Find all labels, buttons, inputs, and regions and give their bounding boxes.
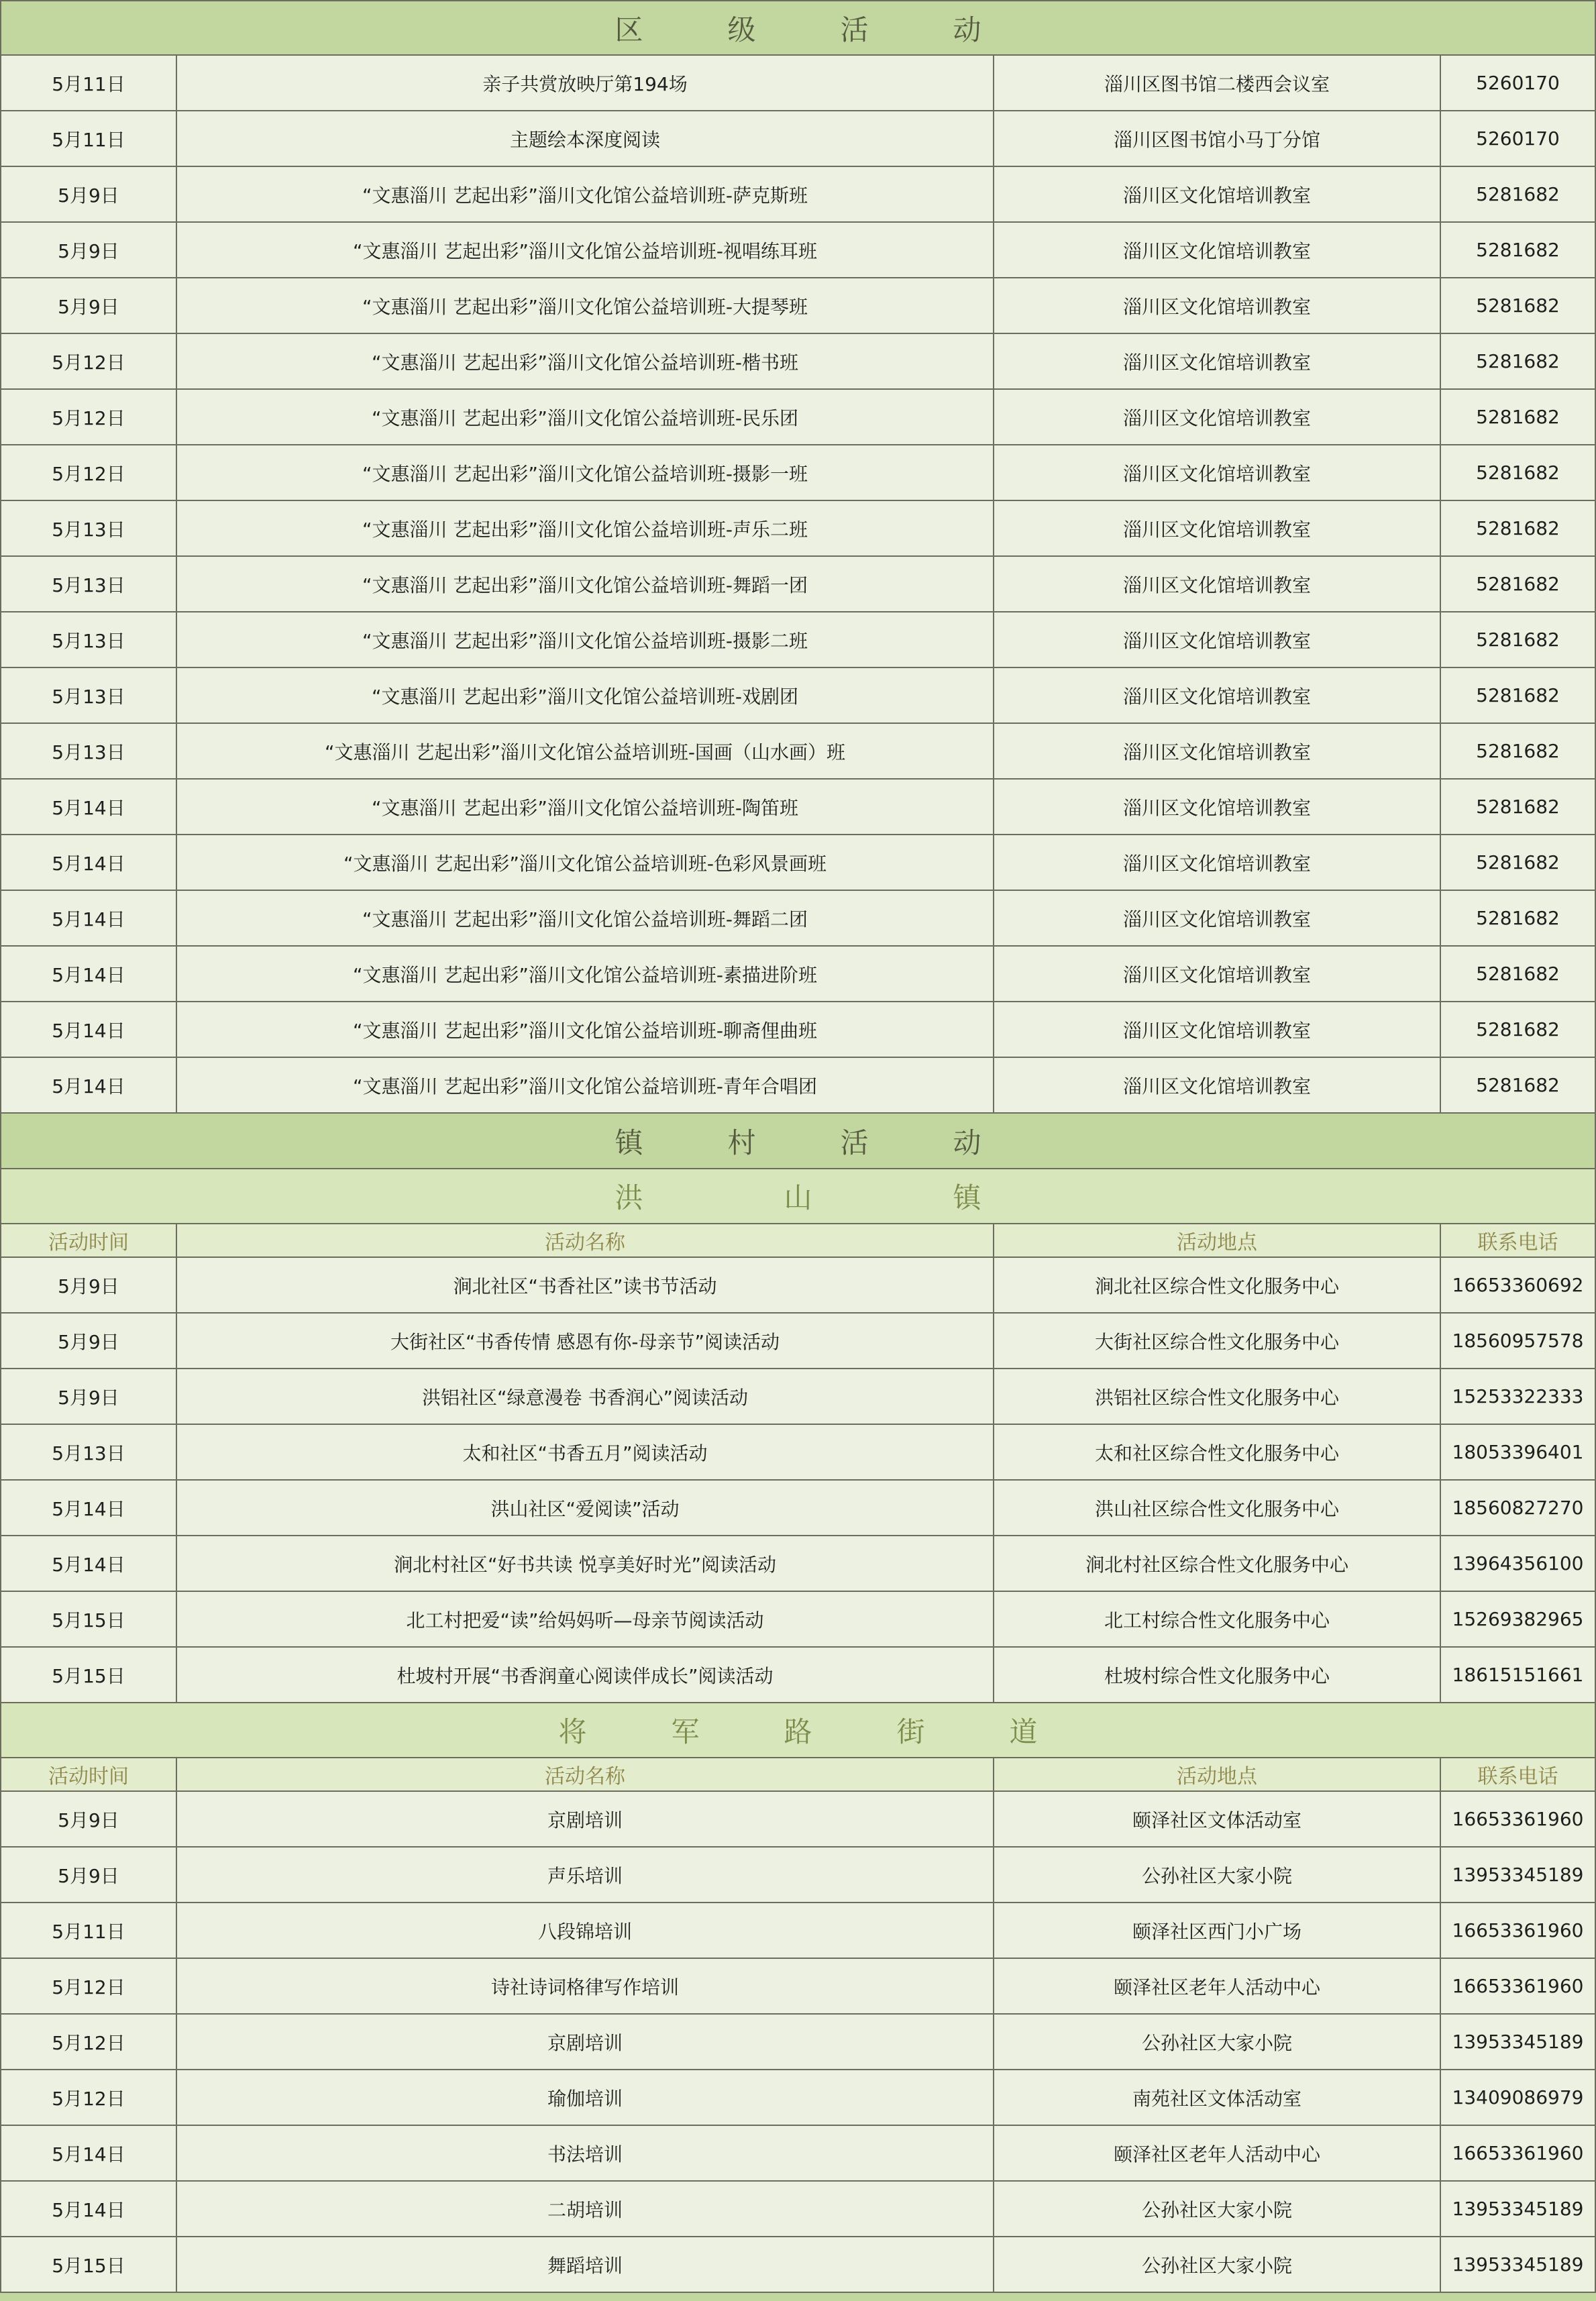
phone-cell: 5281682 <box>1441 724 1596 778</box>
location-cell: 公孙社区大家小院 <box>994 2237 1441 2292</box>
table-row <box>0 2237 1596 2293</box>
table-row <box>0 557 1596 612</box>
location-cell: 淄川区文化馆培训教室 <box>994 1002 1441 1057</box>
activity-name-cell: “文惠淄川 艺起出彩”淄川文化馆公益培训班-大提琴班 <box>177 278 994 333</box>
date-cell: 5月12日 <box>0 334 177 388</box>
date-cell: 5月9日 <box>0 223 177 277</box>
table-row <box>0 1536 1596 1592</box>
location-cell: 公孙社区大家小院 <box>994 2015 1441 2069</box>
location-cell: 淄川区文化馆培训教室 <box>994 724 1441 778</box>
location-cell: 公孙社区大家小院 <box>994 2182 1441 2236</box>
phone-cell: 18053396401 <box>1441 1425 1596 1479</box>
date-cell: 5月15日 <box>0 1592 177 1646</box>
phone-cell: 5281682 <box>1441 557 1596 611</box>
phone-cell: 5281682 <box>1441 668 1596 723</box>
phone-cell: 5281682 <box>1441 445 1596 500</box>
date-cell: 5月14日 <box>0 1002 177 1057</box>
table-row <box>0 1369 1596 1425</box>
activity-name-cell: “文惠淄川 艺起出彩”淄川文化馆公益培训班-素描进阶班 <box>177 947 994 1001</box>
header-phone: 联系电话 <box>1441 1224 1596 1256</box>
location-cell: 颐泽社区老年人活动中心 <box>994 2126 1441 2180</box>
header-time: 活动时间 <box>0 1224 177 1256</box>
location-cell: 杜坡村综合性文化服务中心 <box>994 1648 1441 1702</box>
activity-name-cell: 涧北社区“书香社区”读书节活动 <box>177 1258 994 1312</box>
table-row <box>0 2126 1596 2182</box>
table-row <box>0 780 1596 835</box>
phone-cell: 18560957578 <box>1441 1314 1596 1368</box>
table-row <box>0 2015 1596 2070</box>
location-cell: 北工村综合性文化服务中心 <box>994 1592 1441 1646</box>
location-cell: 淄川区文化馆培训教室 <box>994 612 1441 667</box>
district-activities-table <box>0 56 1596 1114</box>
location-cell: 淄川区图书馆小马丁分馆 <box>994 111 1441 166</box>
phone-cell: 13953345189 <box>1441 2015 1596 2069</box>
table-row <box>0 724 1596 780</box>
activity-name-cell: “文惠淄川 艺起出彩”淄川文化馆公益培训班-陶笛班 <box>177 780 994 834</box>
table-row <box>0 612 1596 668</box>
activity-name-cell: 声乐培训 <box>177 1848 994 1902</box>
table-row <box>0 1314 1596 1369</box>
table-row <box>0 1258 1596 1314</box>
date-cell: 5月13日 <box>0 668 177 723</box>
table-row <box>0 835 1596 891</box>
activity-name-cell: “文惠淄川 艺起出彩”淄川文化馆公益培训班-色彩风景画班 <box>177 835 994 890</box>
location-cell: 淄川区文化馆培训教室 <box>994 780 1441 834</box>
location-cell: 淄川区文化馆培训教室 <box>994 390 1441 444</box>
location-cell: 淄川区文化馆培训教室 <box>994 835 1441 890</box>
location-cell: 洪山社区综合性文化服务中心 <box>994 1481 1441 1535</box>
table-row <box>0 1792 1596 1848</box>
header-time: 活动时间 <box>0 1758 177 1790</box>
table-row <box>0 223 1596 278</box>
date-cell: 5月13日 <box>0 724 177 778</box>
location-cell: 颐泽社区西门小广场 <box>994 1903 1441 1958</box>
date-cell: 5月15日 <box>0 2237 177 2292</box>
date-cell: 5月9日 <box>0 278 177 333</box>
phone-cell: 5281682 <box>1441 612 1596 667</box>
date-cell: 5月14日 <box>0 835 177 890</box>
table-row <box>0 2070 1596 2126</box>
jiangjunlu-activities-table <box>0 1792 1596 2293</box>
location-cell: 淄川区文化馆培训教室 <box>994 223 1441 277</box>
activity-name-cell: “文惠淄川 艺起出彩”淄川文化馆公益培训班-戏剧团 <box>177 668 994 723</box>
date-cell: 5月14日 <box>0 2126 177 2180</box>
location-cell: 公孙社区大家小院 <box>994 1848 1441 1902</box>
location-cell: 淄川区文化馆培训教室 <box>994 557 1441 611</box>
activity-name-cell: 主题绘本深度阅读 <box>177 111 994 166</box>
date-cell: 5月14日 <box>0 891 177 945</box>
activity-name-cell: 亲子共赏放映厅第194场 <box>177 56 994 110</box>
header-phone: 联系电话 <box>1441 1758 1596 1790</box>
date-cell: 5月9日 <box>0 1792 177 1846</box>
phone-cell: 18560827270 <box>1441 1481 1596 1535</box>
table-row <box>0 1425 1596 1481</box>
table-row <box>0 1848 1596 1903</box>
location-cell: 颐泽社区文体活动室 <box>994 1792 1441 1846</box>
phone-cell: 5281682 <box>1441 278 1596 333</box>
phone-cell: 13409086979 <box>1441 2070 1596 2125</box>
hongshan-activities-table <box>0 1258 1596 1703</box>
date-cell: 5月13日 <box>0 1425 177 1479</box>
table-row <box>0 445 1596 501</box>
activity-name-cell: 二胡培训 <box>177 2182 994 2236</box>
phone-cell: 5281682 <box>1441 891 1596 945</box>
activity-name-cell: 涧北村社区“好书共读 悦享美好时光”阅读活动 <box>177 1536 994 1591</box>
table-row <box>0 891 1596 947</box>
phone-cell: 5281682 <box>1441 390 1596 444</box>
activity-name-cell: 洪铝社区“绿意漫卷 书香润心”阅读活动 <box>177 1369 994 1424</box>
activity-name-cell: “文惠淄川 艺起出彩”淄川文化馆公益培训班-楷书班 <box>177 334 994 388</box>
jiangjunlu-street-banner: 将 军 路 街 道 <box>0 1703 1596 1758</box>
location-cell: 颐泽社区老年人活动中心 <box>994 1959 1441 2013</box>
location-cell: 南苑社区文体活动室 <box>994 2070 1441 2125</box>
phone-cell: 5281682 <box>1441 223 1596 277</box>
activity-name-cell: 舞蹈培训 <box>177 2237 994 2292</box>
table-row <box>0 1959 1596 2015</box>
date-cell: 5月13日 <box>0 612 177 667</box>
table-row <box>0 1481 1596 1536</box>
activity-name-cell: “文惠淄川 艺起出彩”淄川文化馆公益培训班-聊斋俚曲班 <box>177 1002 994 1057</box>
phone-cell: 5260170 <box>1441 56 1596 110</box>
location-cell: 涧北村社区综合性文化服务中心 <box>994 1536 1441 1591</box>
activity-name-cell: “文惠淄川 艺起出彩”淄川文化馆公益培训班-摄影二班 <box>177 612 994 667</box>
activity-name-cell: “文惠淄川 艺起出彩”淄川文化馆公益培训班-摄影一班 <box>177 445 994 500</box>
activity-name-cell: “文惠淄川 艺起出彩”淄川文化馆公益培训班-舞蹈一团 <box>177 557 994 611</box>
table-row <box>0 947 1596 1002</box>
location-cell: 淄川区文化馆培训教室 <box>994 891 1441 945</box>
phone-cell: 13964356100 <box>1441 1536 1596 1591</box>
table-row <box>0 1592 1596 1648</box>
phone-cell: 5281682 <box>1441 835 1596 890</box>
table-row <box>0 1002 1596 1058</box>
table-row <box>0 501 1596 557</box>
activity-name-cell: 瑜伽培训 <box>177 2070 994 2125</box>
table-row <box>0 390 1596 445</box>
header-name: 活动名称 <box>177 1224 994 1256</box>
location-cell: 太和社区综合性文化服务中心 <box>994 1425 1441 1479</box>
phone-cell: 16653361960 <box>1441 1959 1596 2013</box>
date-cell: 5月15日 <box>0 1648 177 1702</box>
phone-cell: 18615151661 <box>1441 1648 1596 1702</box>
phone-cell: 16653361960 <box>1441 1903 1596 1958</box>
activity-name-cell: “文惠淄川 艺起出彩”淄川文化馆公益培训班-国画（山水画）班 <box>177 724 994 778</box>
activity-name-cell: “文惠淄川 艺起出彩”淄川文化馆公益培训班-声乐二班 <box>177 501 994 555</box>
location-cell: 淄川区文化馆培训教室 <box>994 668 1441 723</box>
date-cell: 5月13日 <box>0 501 177 555</box>
table-row <box>0 56 1596 111</box>
date-cell: 5月11日 <box>0 56 177 110</box>
phone-cell: 5281682 <box>1441 947 1596 1001</box>
activity-name-cell: “文惠淄川 艺起出彩”淄川文化馆公益培训班-民乐团 <box>177 390 994 444</box>
activity-name-cell: 杜坡村开展“书香润童心阅读伴成长”阅读活动 <box>177 1648 994 1702</box>
date-cell: 5月14日 <box>0 1481 177 1535</box>
date-cell: 5月12日 <box>0 2070 177 2125</box>
location-cell: 淄川区图书馆二楼西会议室 <box>994 56 1441 110</box>
activity-name-cell: 京剧培训 <box>177 1792 994 1846</box>
date-cell: 5月12日 <box>0 1959 177 2013</box>
activity-name-cell: 太和社区“书香五月”阅读活动 <box>177 1425 994 1479</box>
location-cell: 淄川区文化馆培训教室 <box>994 278 1441 333</box>
phone-cell: 15253322333 <box>1441 1369 1596 1424</box>
activity-name-cell: 洪山社区“爱阅读”活动 <box>177 1481 994 1535</box>
location-cell: 淄川区文化馆培训教室 <box>994 1058 1441 1112</box>
location-cell: 淄川区文化馆培训教室 <box>994 334 1441 388</box>
phone-cell: 16653361960 <box>1441 2126 1596 2180</box>
date-cell: 5月11日 <box>0 111 177 166</box>
phone-cell: 5281682 <box>1441 780 1596 834</box>
hongshan-town-banner: 洪 山 镇 <box>0 1169 1596 1224</box>
location-cell: 洪铝社区综合性文化服务中心 <box>994 1369 1441 1424</box>
table-row <box>0 1648 1596 1703</box>
date-cell: 5月12日 <box>0 2015 177 2069</box>
date-cell: 5月9日 <box>0 1314 177 1368</box>
date-cell: 5月14日 <box>0 780 177 834</box>
phone-cell: 16653360692 <box>1441 1258 1596 1312</box>
header-name: 活动名称 <box>177 1758 994 1790</box>
table-row <box>0 111 1596 167</box>
activity-name-cell: 北工村把爱“读”给妈妈听—母亲节阅读活动 <box>177 1592 994 1646</box>
location-cell: 淄川区文化馆培训教室 <box>994 167 1441 221</box>
phone-cell: 5281682 <box>1441 1002 1596 1057</box>
date-cell: 5月9日 <box>0 1258 177 1312</box>
activity-name-cell: “文惠淄川 艺起出彩”淄川文化馆公益培训班-青年合唱团 <box>177 1058 994 1112</box>
hongshan-column-header <box>0 1224 1596 1258</box>
phone-cell: 5281682 <box>1441 501 1596 555</box>
phone-cell: 13953345189 <box>1441 2182 1596 2236</box>
phone-cell: 15269382965 <box>1441 1592 1596 1646</box>
phone-cell: 5281682 <box>1441 167 1596 221</box>
location-cell: 涧北社区综合性文化服务中心 <box>994 1258 1441 1312</box>
table-row <box>0 167 1596 223</box>
table-row <box>0 1058 1596 1114</box>
header-location: 活动地点 <box>994 1224 1441 1256</box>
location-cell: 大街社区综合性文化服务中心 <box>994 1314 1441 1368</box>
phone-cell: 5281682 <box>1441 1058 1596 1112</box>
date-cell: 5月14日 <box>0 2182 177 2236</box>
phone-cell: 16653361960 <box>1441 1792 1596 1846</box>
phone-cell: 13953345189 <box>1441 2237 1596 2292</box>
table-row <box>0 278 1596 334</box>
date-cell: 5月12日 <box>0 445 177 500</box>
activity-name-cell: 诗社诗词格律写作培训 <box>177 1959 994 2013</box>
activity-name-cell: “文惠淄川 艺起出彩”淄川文化馆公益培训班-舞蹈二团 <box>177 891 994 945</box>
date-cell: 5月11日 <box>0 1903 177 1958</box>
phone-cell: 5260170 <box>1441 111 1596 166</box>
district-activities-banner: 区 级 活 动 <box>0 0 1596 56</box>
date-cell: 5月9日 <box>0 1848 177 1902</box>
table-row <box>0 334 1596 390</box>
activity-name-cell: 京剧培训 <box>177 2015 994 2069</box>
activity-name-cell: 大街社区“书香传情 感恩有你-母亲节”阅读活动 <box>177 1314 994 1368</box>
jiangjunlu-column-header <box>0 1758 1596 1792</box>
table-row <box>0 2182 1596 2237</box>
date-cell: 5月14日 <box>0 1536 177 1591</box>
date-cell: 5月13日 <box>0 557 177 611</box>
phone-cell: 5281682 <box>1441 334 1596 388</box>
table-row <box>0 668 1596 724</box>
date-cell: 5月9日 <box>0 167 177 221</box>
activity-name-cell: 八段锦培训 <box>177 1903 994 1958</box>
date-cell: 5月9日 <box>0 1369 177 1424</box>
activity-name-cell: “文惠淄川 艺起出彩”淄川文化馆公益培训班-萨克斯班 <box>177 167 994 221</box>
date-cell: 5月14日 <box>0 947 177 1001</box>
activity-name-cell: “文惠淄川 艺起出彩”淄川文化馆公益培训班-视唱练耳班 <box>177 223 994 277</box>
header-location: 活动地点 <box>994 1758 1441 1790</box>
town-village-activities-banner: 镇 村 活 动 <box>0 1114 1596 1169</box>
phone-cell: 13953345189 <box>1441 1848 1596 1902</box>
location-cell: 淄川区文化馆培训教室 <box>994 947 1441 1001</box>
location-cell: 淄川区文化馆培训教室 <box>994 501 1441 555</box>
date-cell: 5月12日 <box>0 390 177 444</box>
table-row <box>0 1903 1596 1959</box>
date-cell: 5月14日 <box>0 1058 177 1112</box>
location-cell: 淄川区文化馆培训教室 <box>994 445 1441 500</box>
activity-name-cell: 书法培训 <box>177 2126 994 2180</box>
